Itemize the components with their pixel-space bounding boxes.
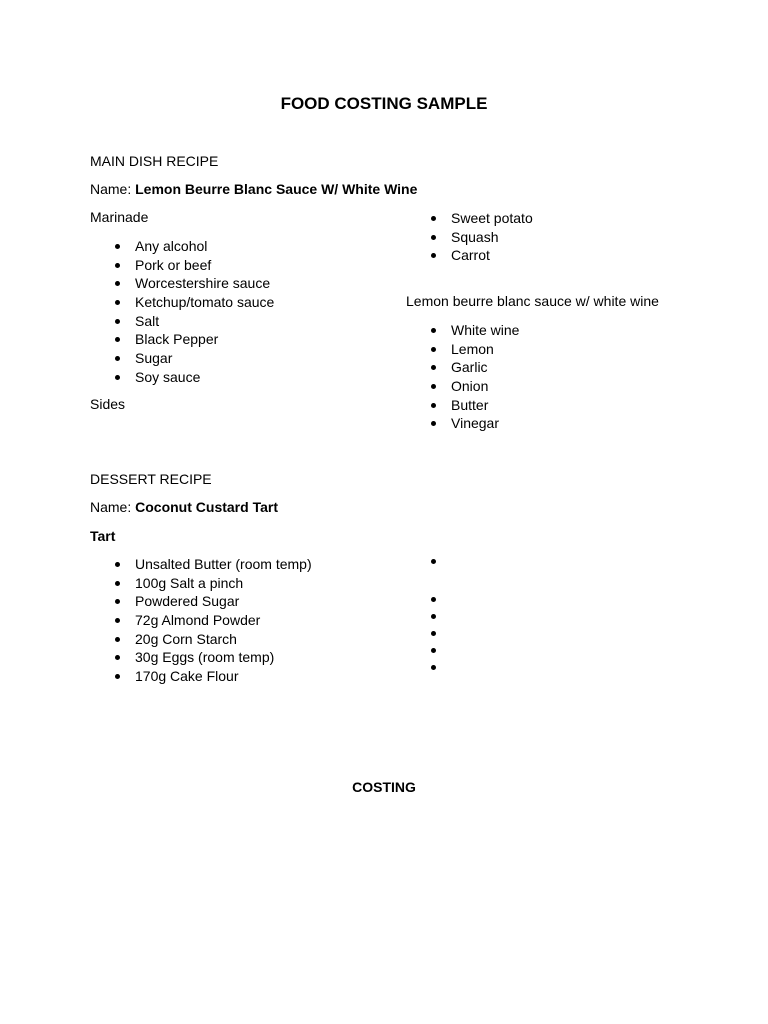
list-item: Garlic: [406, 358, 519, 377]
dessert-heading: DESSERT RECIPE: [90, 471, 212, 487]
list-item: [406, 591, 451, 608]
list-item: 72g Almond Powder: [90, 611, 312, 630]
dessert-name: [90, 499, 278, 515]
list-item: [406, 625, 451, 642]
list-item: Unsalted Butter (room temp): [90, 555, 312, 574]
dessert-name-prefix: Name:: [90, 499, 136, 515]
marinade-list: [90, 237, 274, 387]
list-item: Butter: [406, 396, 519, 415]
list-item: [406, 642, 451, 659]
main-dish-name-value: Lemon Beurre Blanc Sauce W/ White Wine: [135, 181, 418, 197]
sides-list: [406, 209, 533, 265]
list-item: Ketchup/tomato sauce: [90, 293, 274, 312]
dessert-right-list-bottom: [406, 591, 451, 676]
sides-label: Sides: [90, 396, 126, 412]
list-item: Powdered Sugar: [90, 592, 312, 611]
list-item: 100g Salt a pinch: [90, 574, 312, 593]
list-item: Salt: [90, 312, 274, 331]
list-item: [406, 608, 451, 625]
list-item: 20g Corn Starch: [90, 630, 312, 649]
marinade-label: Marinade: [90, 209, 149, 225]
list-item: Onion: [406, 377, 519, 396]
dessert-name-value: Coconut Custard Tart: [135, 499, 278, 515]
list-item: White wine: [406, 321, 519, 340]
dessert-right-list-top: [406, 553, 451, 570]
list-item: Pork or beef: [90, 256, 274, 275]
list-item: [406, 553, 451, 570]
list-item: Soy sauce: [90, 368, 274, 387]
list-item: Lemon: [406, 340, 519, 359]
list-item: Black Pepper: [90, 330, 274, 349]
list-item: Sweet potato: [406, 209, 533, 228]
list-item: [406, 659, 451, 676]
list-item: Vinegar: [406, 414, 519, 433]
list-item: 30g Eggs (room temp): [90, 648, 312, 667]
list-item: Any alcohol: [90, 237, 274, 256]
tart-list: [90, 555, 312, 686]
main-dish-name-prefix: Name:: [90, 181, 136, 197]
list-item: Squash: [406, 228, 533, 247]
costing-heading: COSTING: [352, 779, 416, 795]
list-item: Carrot: [406, 246, 533, 265]
main-dish-heading: MAIN DISH RECIPE: [90, 153, 219, 169]
page-title: FOOD COSTING SAMPLE: [280, 94, 488, 113]
list-item: Sugar: [90, 349, 274, 368]
main-dish-name: [90, 181, 417, 197]
list-item: Worcestershire sauce: [90, 274, 274, 293]
sauce-label: Lemon beurre blanc sauce w/ white wine: [406, 293, 659, 309]
list-item: 170g Cake Flour: [90, 667, 312, 686]
tart-label: Tart: [90, 528, 116, 544]
sauce-list: [406, 321, 519, 433]
